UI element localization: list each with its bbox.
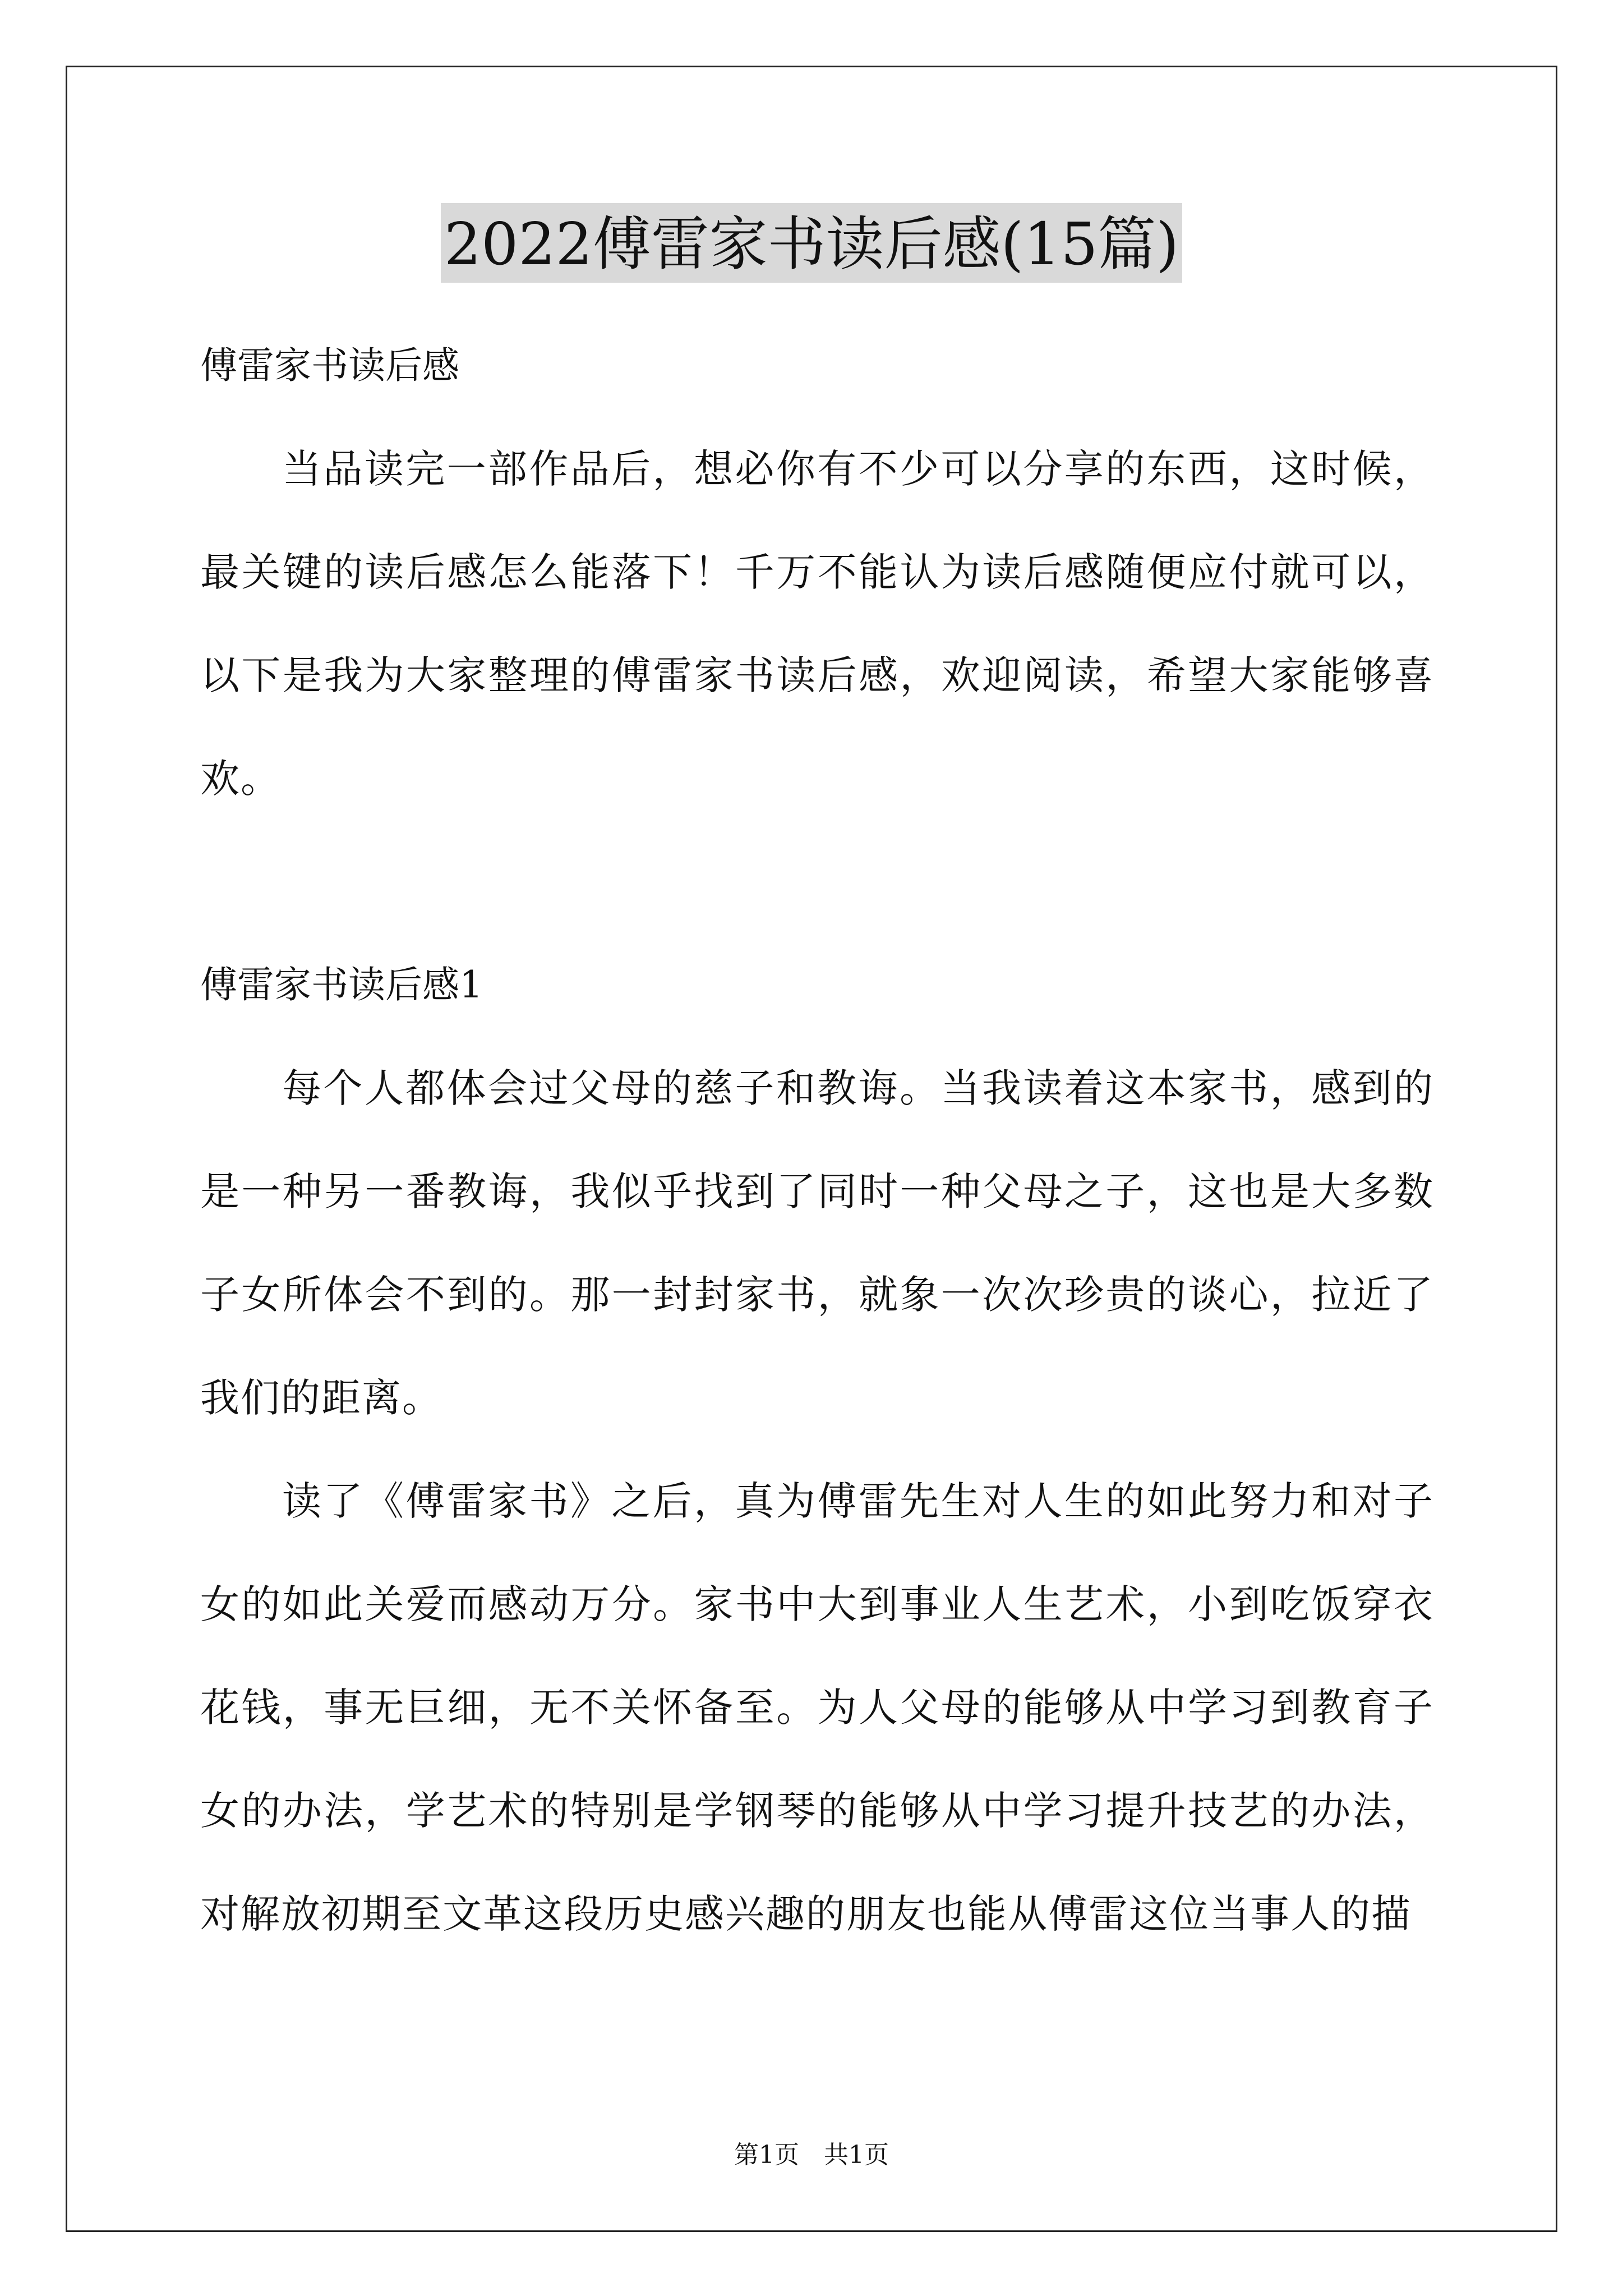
title-container — [0, 203, 1623, 283]
section-gap — [200, 830, 1434, 933]
intro-heading: 傅雷家书读后感 — [200, 344, 459, 387]
document-title: 2022傅雷家书读后感(15篇) — [441, 203, 1182, 283]
intro-paragraph: 当品读完一部作品后，想必你有不少可以分享的东西，这时候，最关键的读后感怎么能落下！千万不能认为读后感随便应付就可以，以下是我为大家整理的傅雷家书读后感，欢迎阅读，希望大家能够喜欢。 — [200, 446, 1434, 802]
section1-paragraph-1: 每个人都体会过父母的慈子和教诲。当我读着这本家书，感到的是一种另一番教诲，我似乎找到了同时一种父母之子，这也是大多数子女所体会不到的。那一封封家书，就象一次次珍贵的谈心，拉近了我们的距离。 — [200, 1065, 1434, 1421]
document-body — [200, 314, 1434, 1966]
page-footer: 第1页 共1页 — [734, 2141, 889, 2169]
section1-paragraph-2: 读了《傅雷家书》之后，真为傅雷先生对人生的如此努力和对子女的如此关爱而感动万分。家书中大到事业人生艺术，小到吃饭穿衣花钱，事无巨细，无不关怀备至。为人父母的能够从中学习到教育子女的办法，学艺术的特别是学钢琴的能够从中学习提升技艺的办法，对解放初期至文革这段历史感兴趣的朋友也能从傅雷这位当事人的描 — [200, 1478, 1434, 1937]
section1-heading: 傅雷家书读后感1 — [200, 963, 483, 1006]
